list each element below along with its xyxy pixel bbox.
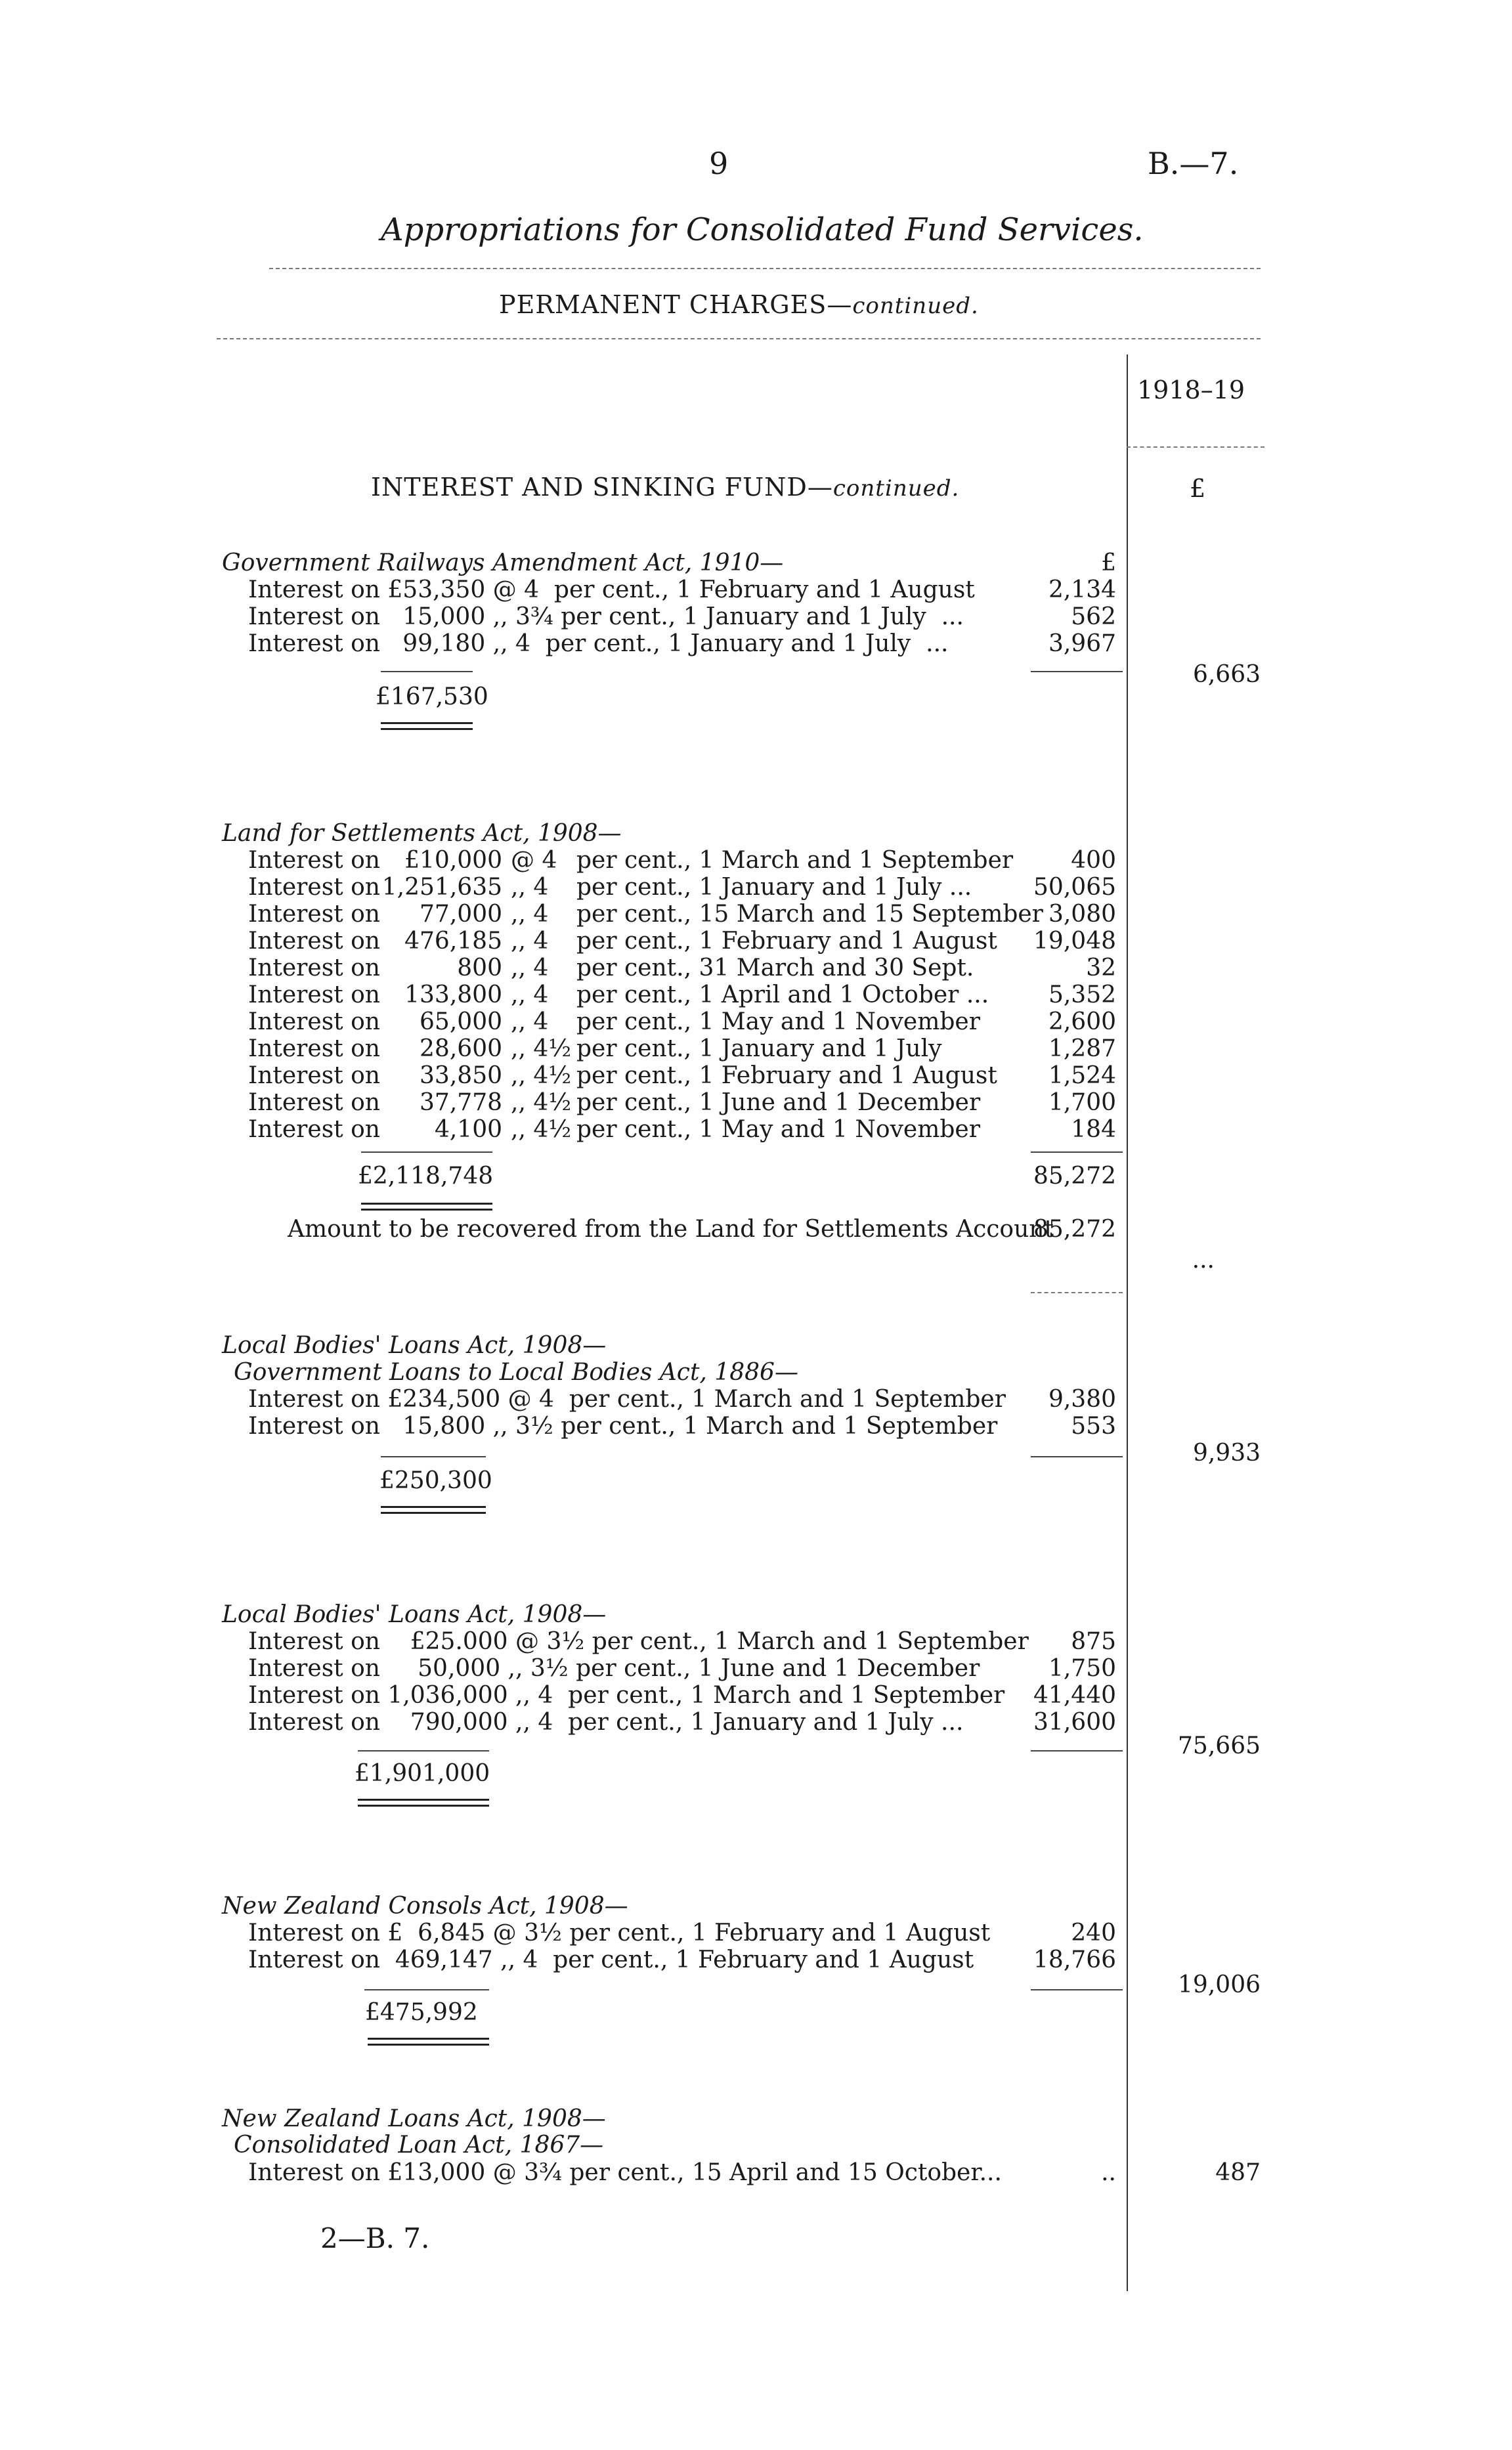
interest-row-amount: 562: [1071, 603, 1116, 630]
loans-row-amount: ..: [1101, 2159, 1116, 2186]
local-1886-subtitle: Government Loans to Local Bodies Act, 1886—: [234, 1359, 798, 1386]
interest-row-principal: £10,000: [404, 847, 502, 874]
interest-row-text: Interest on 99,180 ,, 4 per cent., 1 January and 1 July ...: [248, 630, 949, 657]
interest-row-amount: 875: [1071, 1628, 1116, 1655]
interest-row-label: Interest on: [248, 981, 380, 1008]
interest-row-terms: per cent., 1 April and 1 October ...: [576, 981, 989, 1008]
interest-row-text: Interest on £234,500 @ 4 per cent., 1 March and 1 September: [248, 1386, 1006, 1413]
rule: [381, 1456, 486, 1457]
interest-row-amount: 31,600: [1033, 1709, 1116, 1736]
local-1908-title: Local Bodies' Loans Act, 1908—: [222, 1601, 607, 1628]
interest-row-amount: 1,524: [1048, 1062, 1116, 1089]
rule: [269, 268, 1261, 269]
interest-row-label: Interest on: [248, 847, 380, 874]
interest-row-amount: 5,352: [1048, 981, 1116, 1008]
interest-row-label: Interest on: [248, 1035, 380, 1062]
interest-row-amount: 3,080: [1048, 901, 1116, 928]
local-1886-title: Local Bodies' Loans Act, 1908—: [222, 1332, 607, 1359]
interest-row-principal: 1,251,635: [381, 874, 502, 901]
column-divider: [1127, 355, 1128, 2291]
double-rule: [358, 1799, 489, 1807]
interest-row-amount: 18,766: [1033, 1946, 1116, 1973]
interest-row-rate: ,, 4½: [511, 1035, 572, 1062]
interest-row-principal: 800: [457, 955, 502, 981]
railways-title: Government Railways Amendment Act, 1910—: [222, 549, 784, 576]
interest-row-terms: per cent., 1 February and 1 August: [576, 928, 997, 955]
rule: [1031, 1151, 1123, 1153]
interest-row-text: Interest on 790,000 ,, 4 per cent., 1 January and 1 July ...: [248, 1709, 964, 1736]
interest-row-rate: ,, 4½: [511, 1062, 572, 1089]
column-year: 1918–19: [1137, 376, 1245, 404]
interest-row-terms: per cent., 1 January and 1 July: [576, 1035, 942, 1062]
interest-row-rate: ,, 4½: [511, 1116, 572, 1143]
interest-row-amount: 2,134: [1048, 576, 1116, 603]
interest-row-principal: 65,000: [420, 1008, 502, 1035]
interest-row-principal: 77,000: [420, 901, 502, 928]
interest-row-amount: 19,048: [1033, 928, 1116, 955]
interest-row-text: Interest on £53,350 @ 4 per cent., 1 February and 1 August: [248, 576, 975, 603]
rule: [1031, 1750, 1123, 1752]
interest-row-terms: per cent., 1 June and 1 December: [576, 1089, 981, 1116]
rule: [1031, 1292, 1123, 1293]
local-1908-total: 75,665: [1178, 1732, 1261, 1759]
interest-row-principal: 133,800: [404, 981, 502, 1008]
interest-row-amount: 50,065: [1033, 874, 1116, 901]
footer-signature: 2—B. 7.: [320, 2222, 430, 2254]
loans-row-text: Interest on £13,000 @ 3¾ per cent., 15 April and 15 October...: [248, 2159, 1002, 2186]
interest-row-rate: ,, 4: [511, 1008, 549, 1035]
settlements-total: ...: [1192, 1247, 1215, 1274]
interest-row-text: Interest on £25.000 @ 3½ per cent., 1 March and 1 September: [248, 1628, 1029, 1655]
interest-row-label: Interest on: [248, 1116, 380, 1143]
interest-row-label: Interest on: [248, 874, 380, 901]
interest-row-amount: 1,287: [1048, 1035, 1116, 1062]
settlements-subtotal: 85,272: [1033, 1163, 1116, 1190]
interest-row-label: Interest on: [248, 928, 380, 955]
settlements-recovery-text: Amount to be recovered from the Land for Settlements Account: [288, 1216, 1054, 1243]
railways-total: 6,663: [1192, 661, 1261, 688]
page-number: 9: [709, 146, 729, 181]
interest-row-terms: per cent., 15 March and 15 September: [576, 901, 1043, 928]
local-1886-capital: £250,300: [379, 1467, 492, 1494]
consols-title: New Zealand Consols Act, 1908—: [222, 1893, 628, 1920]
double-rule: [368, 2038, 489, 2046]
loans-title: New Zealand Loans Act, 1908—: [222, 2105, 606, 2132]
interest-row-terms: per cent., 1 January and 1 July ...: [576, 874, 972, 901]
loans-total: 487: [1215, 2159, 1261, 2186]
consols-capital: £475,992: [365, 1999, 478, 2026]
interest-row-amount: 400: [1071, 847, 1116, 874]
consols-total: 19,006: [1178, 1971, 1261, 1998]
interest-row-amount: 1,750: [1048, 1655, 1116, 1682]
interest-row-amount: 3,967: [1048, 630, 1116, 657]
interest-row-rate: ,, 4: [511, 955, 549, 981]
document-reference: B.—7.: [1148, 146, 1239, 181]
interest-row-text: Interest on 469,147 ,, 4 per cent., 1 February and 1 August: [248, 1946, 974, 1973]
interest-row-amount: 240: [1071, 1920, 1116, 1946]
interest-row-principal: 28,600: [420, 1035, 502, 1062]
interest-row-label: Interest on: [248, 1008, 380, 1035]
interest-row-principal: 33,850: [420, 1062, 502, 1089]
loans-subtitle: Consolidated Loan Act, 1867—: [234, 2132, 604, 2159]
interest-row-principal: 476,185: [404, 928, 502, 955]
interest-row-label: Interest on: [248, 1089, 380, 1116]
interest-row-text: Interest on 1,036,000 ,, 4 per cent., 1 March and 1 September: [248, 1682, 1005, 1709]
interest-row-terms: per cent., 1 February and 1 August: [576, 1062, 997, 1089]
interest-row-amount: 9,380: [1048, 1386, 1116, 1413]
local-1886-total: 9,933: [1192, 1440, 1261, 1467]
interest-row-rate: ,, 4: [511, 981, 549, 1008]
page-subtitle: PERMANENT CHARGES—continued.: [499, 290, 979, 319]
railways-capital: £167,530: [376, 683, 488, 710]
interest-row-principal: 4,100: [434, 1116, 502, 1143]
settlements-recovery-amount: 85,272: [1033, 1216, 1116, 1243]
double-rule: [381, 1506, 486, 1514]
interest-row-amount: 32: [1086, 955, 1116, 981]
interest-row-terms: per cent., 1 May and 1 November: [576, 1008, 980, 1035]
rule: [361, 1151, 492, 1153]
interest-row-label: Interest on: [248, 955, 380, 981]
interest-row-label: Interest on: [248, 1062, 380, 1089]
interest-row-rate: ,, 4: [511, 874, 549, 901]
interest-row-text: Interest on £ 6,845 @ 3½ per cent., 1 February and 1 August: [248, 1920, 991, 1946]
interest-row-rate: ,, 4: [511, 901, 549, 928]
settlements-capital: £2,118,748: [358, 1163, 494, 1190]
interest-row-label: Interest on: [248, 901, 380, 928]
interest-row-principal: 37,778: [420, 1089, 502, 1116]
railways-currency: £: [1101, 549, 1116, 576]
interest-row-amount: 41,440: [1033, 1682, 1116, 1709]
interest-row-rate: @ 4: [511, 847, 557, 874]
rule: [217, 338, 1261, 339]
rule: [1031, 671, 1123, 672]
interest-row-amount: 184: [1071, 1116, 1116, 1143]
rule: [1031, 1989, 1123, 1990]
local-1908-capital: £1,901,000: [355, 1760, 490, 1787]
page-title: Appropriations for Consolidated Fund Services.: [381, 211, 1144, 248]
interest-row-amount: 1,700: [1048, 1089, 1116, 1116]
double-rule: [361, 1203, 492, 1211]
interest-row-terms: per cent., 31 March and 30 Sept.: [576, 955, 974, 981]
rule: [1031, 1456, 1123, 1457]
interest-row-rate: ,, 4: [511, 928, 549, 955]
interest-row-amount: 2,600: [1048, 1008, 1116, 1035]
column-currency: £: [1190, 474, 1206, 503]
section-heading: INTEREST AND SINKING FUND—continued.: [371, 473, 960, 502]
interest-row-terms: per cent., 1 May and 1 November: [576, 1116, 980, 1143]
interest-row-rate: ,, 4½: [511, 1089, 572, 1116]
interest-row-text: Interest on 15,000 ,, 3¾ per cent., 1 January and 1 July ...: [248, 603, 964, 630]
rule: [381, 671, 473, 672]
rule: [364, 1989, 489, 1990]
interest-row-text: Interest on 15,800 ,, 3½ per cent., 1 March and 1 September: [248, 1413, 998, 1440]
double-rule: [381, 722, 473, 730]
interest-row-amount: 553: [1071, 1413, 1116, 1440]
interest-row-terms: per cent., 1 March and 1 September: [576, 847, 1014, 874]
rule: [1127, 446, 1264, 448]
rule: [358, 1750, 489, 1752]
interest-row-text: Interest on 50,000 ,, 3½ per cent., 1 June and 1 December: [248, 1655, 980, 1682]
settlements-title: Land for Settlements Act, 1908—: [222, 820, 622, 847]
